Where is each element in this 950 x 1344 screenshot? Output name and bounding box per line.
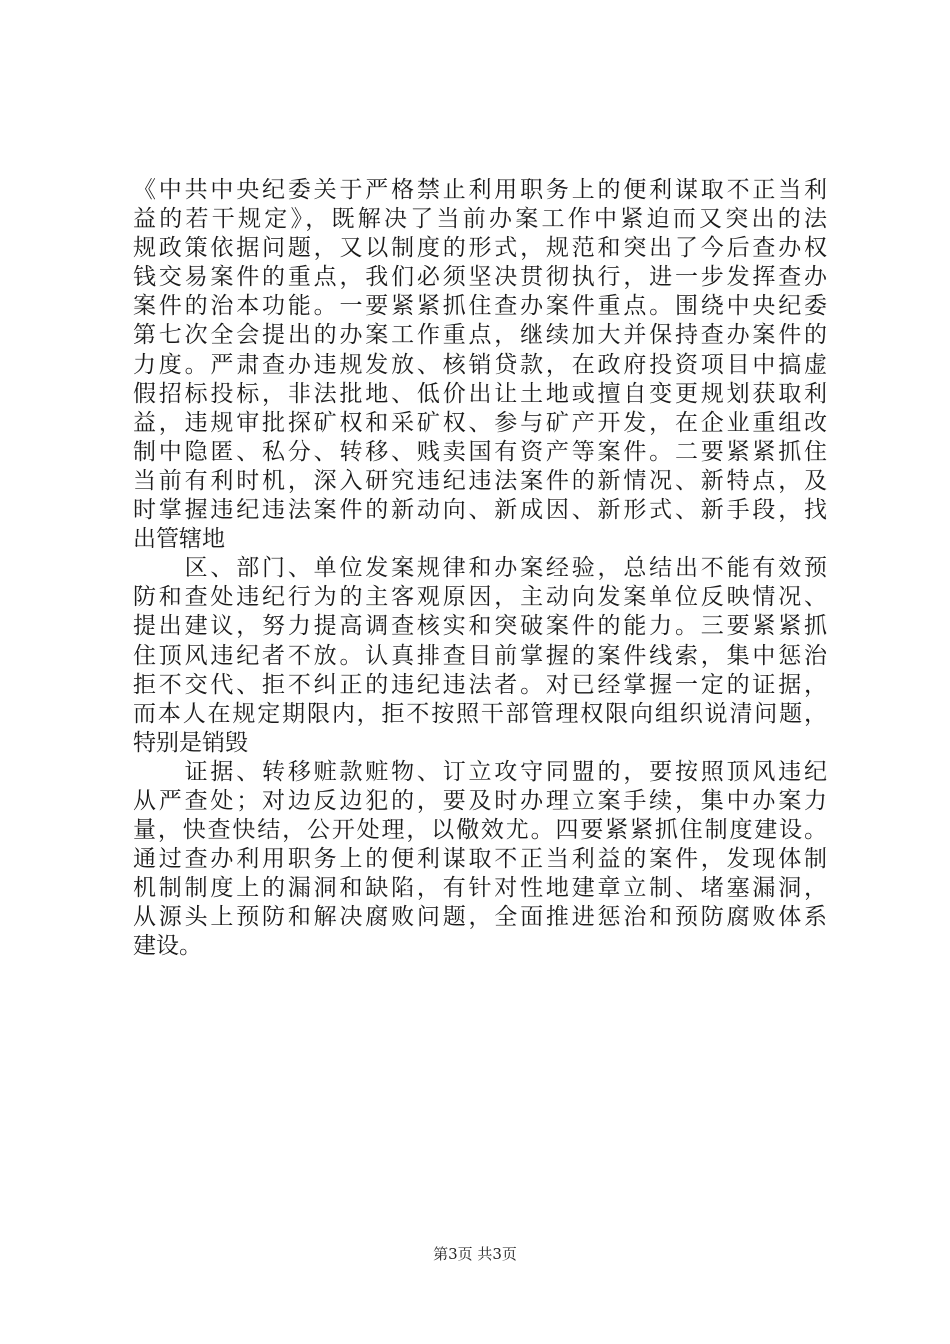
text-line: 防和查处违纪行为的主客观原因，主动向发案单位反映情况、 xyxy=(133,584,827,611)
text-line: 住顶风违纪者不放。认真排查目前掌握的案件线索，集中惩治 xyxy=(133,642,827,669)
text-line: 量，快查快结，公开处理，以儆效尤。四要紧紧抓住制度建设。 xyxy=(133,817,827,844)
text-line: 力度。严肃查办违规发放、核销贷款，在政府投资项目中搞虚 xyxy=(133,351,827,378)
text-line: 当前有利时机，深入研究违纪违法案件的新情况、新特点，及 xyxy=(133,467,827,494)
text-line: 第七次全会提出的办案工作重点，继续加大并保持查办案件的 xyxy=(133,322,827,349)
text-line: 通过查办利用职务上的便利谋取不正当利益的案件，发现体制 xyxy=(133,846,827,873)
paragraph xyxy=(133,758,827,962)
text-line: 益，违规审批探矿权和采矿权、参与矿产开发，在企业重组改 xyxy=(133,409,827,436)
text-line: 拒不交代、拒不纠正的违纪违法者。对已经掌握一定的证据， xyxy=(133,671,827,698)
page-footer: 第3页 共3页 xyxy=(433,1245,517,1263)
text-line: 而本人在规定期限内，拒不按照干部管理权限向组织说清问题， xyxy=(133,700,827,727)
body-text xyxy=(133,176,827,962)
text-line: 假招标投标，非法批地、低价出让土地或擅自变更规划获取利 xyxy=(133,380,827,407)
text-line: 从源头上预防和解决腐败问题，全面推进惩治和预防腐败体系 xyxy=(133,904,827,931)
text-line: 机制制度上的漏洞和缺陷，有针对性地建章立制、堵塞漏洞， xyxy=(133,875,827,902)
text-line: 从严查处；对边反边犯的，要及时办理立案手续，集中办案力 xyxy=(133,787,827,814)
text-line: 规政策依据问题，又以制度的形式，规范和突出了今后查办权 xyxy=(133,235,827,262)
paragraph xyxy=(133,554,827,758)
text-line: 时掌握违纪违法案件的新动向、新成因、新形式、新手段，找 xyxy=(133,497,827,524)
text-line: 区、部门、单位发案规律和办案经验，总结出不能有效预 xyxy=(133,555,827,582)
text-line: 制中隐匿、私分、转移、贱卖国有资产等案件。二要紧紧抓住 xyxy=(133,438,827,465)
text-line: 出管辖地 xyxy=(133,526,225,553)
text-line: 建设。 xyxy=(133,933,202,960)
text-line: 证据、转移赃款赃物、订立攻守同盟的，要按照顶风违纪 xyxy=(133,758,827,785)
text-line: 提出建议，努力提高调查核实和突破案件的能力。三要紧紧抓 xyxy=(133,613,827,640)
text-line: 《中共中央纪委关于严格禁止利用职务上的便利谋取不正当利 xyxy=(133,177,827,203)
paragraph xyxy=(133,176,827,554)
text-line: 钱交易案件的重点，我们必须坚决贯彻执行，进一步发挥查办 xyxy=(133,264,827,291)
text-line: 益的若干规定》，既解决了当前办案工作中紧迫而又突出的法 xyxy=(133,206,827,233)
text-line: 案件的治本功能。一要紧紧抓住查办案件重点。围绕中央纪委 xyxy=(133,293,827,320)
text-line: 特别是销毁 xyxy=(133,729,248,756)
